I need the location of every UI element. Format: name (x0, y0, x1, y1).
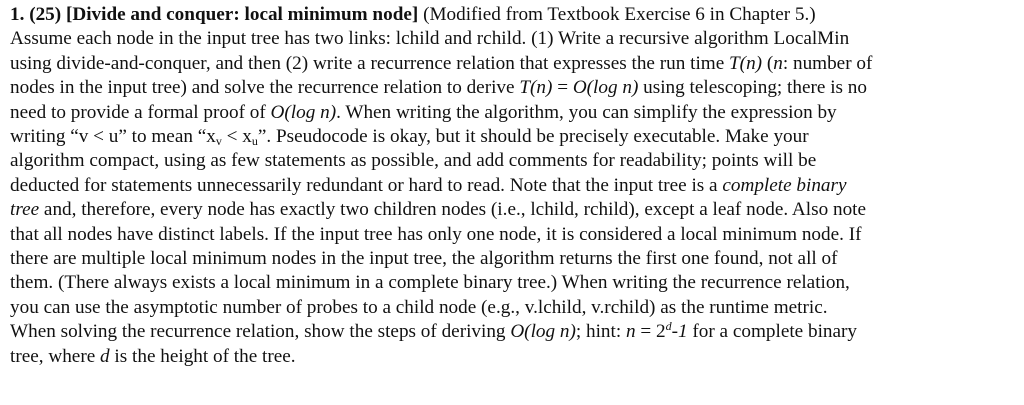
text-segment: and, therefore, every node has exactly two children nodes (i.e., lchild, rchild), except a leaf node. Also note (39, 199, 867, 221)
text-segment: ”. Pseudocode is okay, but it should be precisely executable. Make your (257, 126, 809, 148)
text-segment: is the height of the tree. (109, 345, 296, 367)
text-segment: need to provide a formal proof of (10, 101, 271, 123)
line-2 (10, 27, 1024, 51)
text-segment: ( (762, 52, 774, 74)
text-segment: : number of (782, 52, 873, 74)
emphasis-tree: tree (10, 199, 40, 221)
text-segment: algorithm compact, using as few statements as possible, and add comments for readability; points will be (10, 150, 817, 172)
line-1 (10, 3, 1024, 27)
text-segment: them. (There always exists a local minimum in a complete binary tree.) When writing the recurrence relation, (10, 272, 850, 294)
math-n: n (773, 52, 783, 74)
line-6 (10, 125, 1024, 149)
line-9 (10, 198, 1024, 222)
math-big-o: O(log n) (270, 101, 337, 123)
line-13 (10, 296, 1024, 320)
text-segment: . When writing the algorithm, you can simplify the expression by (336, 101, 837, 123)
math-big-o: O(log n) (510, 321, 576, 343)
line-7 (10, 149, 1024, 173)
text-segment: that all nodes have distinct labels. If the input tree has only one node, it is considered a local minimum node. If (10, 223, 862, 245)
text-segment: nodes in the input tree) and solve the recurrence relation to derive (10, 77, 520, 99)
emphasis-complete-binary: complete binary (722, 174, 847, 196)
line-14 (10, 320, 1024, 344)
line-10 (10, 223, 1024, 247)
text-segment: < x (221, 126, 252, 148)
math-n: n (625, 321, 636, 343)
text-segment: using divide-and-conquer, and then (2) write a recurrence relation that expresses the run time (10, 52, 730, 74)
subscript-v: v (215, 134, 222, 149)
text-segment: there are multiple local minimum nodes in the input tree, the algorithm returns the first one found, not all of (10, 248, 838, 270)
text-segment: for a complete binary (687, 321, 857, 343)
text-segment: you can use the asymptotic number of probes to a child node (e.g., v.lchild, v.rchild) as the runtime metric. (10, 296, 828, 318)
text-segment: When solving the recurrence relation, show the steps of deriving (10, 321, 511, 343)
problem-source: (Modified from Textbook Exercise 6 in Chapter 5.) (418, 4, 816, 25)
text-segment: ; hint: (575, 321, 626, 343)
line-8 (10, 174, 1024, 198)
line-4 (10, 76, 1024, 100)
math-Tn: T(n) (519, 77, 553, 99)
math-Tn: T(n) (729, 52, 763, 74)
text-segment: Assume each node in the input tree has two links: lchild and rchild. (1) Write a recursive algorithm LocalMin (10, 28, 850, 50)
line-3 (10, 52, 1024, 76)
text-segment: deducted for statements unnecessarily redundant or hard to read. Note that the input tree is a (10, 174, 723, 196)
line-5 (10, 101, 1024, 125)
math-d: d (100, 345, 110, 367)
text-segment: using telescoping; there is no (638, 77, 867, 99)
math-big-o: O(log n) (572, 77, 639, 99)
subscript-u: u (251, 134, 258, 149)
text-segment: = 2 (635, 321, 666, 343)
text-segment: tree, where (10, 345, 101, 367)
text-segment: = (552, 77, 573, 99)
line-12 (10, 271, 1024, 295)
line-11 (10, 247, 1024, 271)
line-15 (10, 345, 1024, 369)
superscript-d: d (665, 319, 672, 334)
text-segment: writing “v < u” to mean “x (10, 126, 216, 148)
math-minus-one: -1 (671, 321, 688, 343)
problem-heading: 1. (25) [Divide and conquer: local minimum node] (10, 4, 419, 25)
